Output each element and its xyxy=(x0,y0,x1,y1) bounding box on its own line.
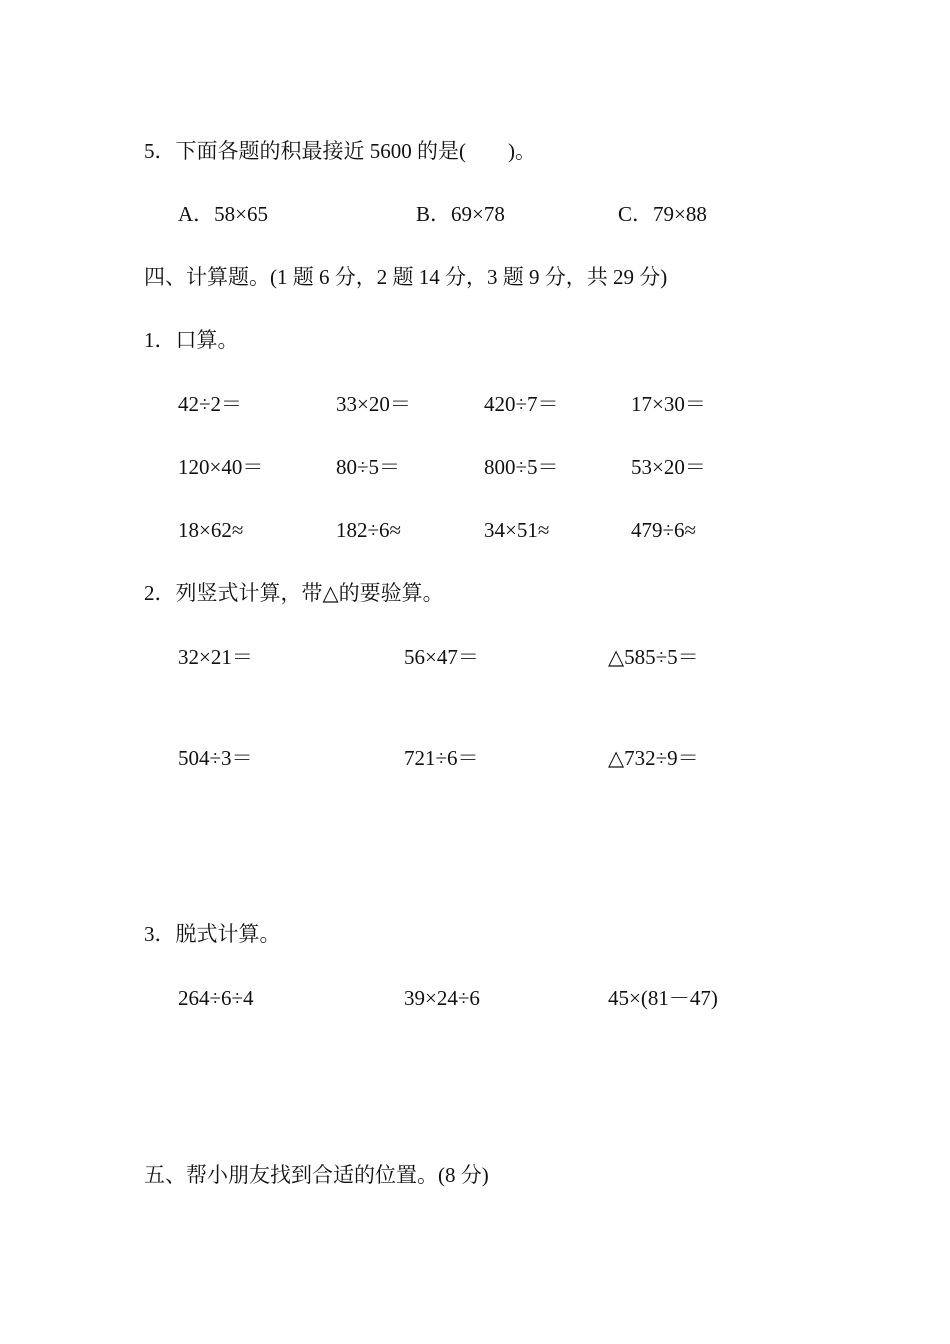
vertical-calc-item: 56×47＝ xyxy=(404,645,479,669)
mental-math-item: 182÷6≈ xyxy=(336,518,402,542)
option-c: C．79×88 xyxy=(618,202,707,226)
mental-math-item: 800÷5＝ xyxy=(484,455,559,479)
section-5-heading: 五、帮小朋友找到合适的位置。(8 分) xyxy=(144,1163,489,1187)
mental-math-item: 53×20＝ xyxy=(631,455,706,479)
mental-math-item: 34×51≈ xyxy=(484,518,550,542)
vertical-calc-item: 721÷6＝ xyxy=(404,746,479,770)
option-b: B．69×78 xyxy=(416,202,505,226)
option-a: A．58×65 xyxy=(178,202,269,226)
mental-math-item: 420÷7＝ xyxy=(484,392,559,416)
mental-math-item: 120×40＝ xyxy=(178,455,264,479)
vertical-calc-item: 504÷3＝ xyxy=(178,746,253,770)
mental-math-item: 17×30＝ xyxy=(631,392,706,416)
step-calc-heading: 3．脱式计算。 xyxy=(144,922,281,946)
section-4-heading: 四、计算题。(1 题 6 分，2 题 14 分，3 题 9 分，共 29 分) xyxy=(144,265,668,289)
mental-math-item: 42÷2＝ xyxy=(178,392,243,416)
mental-math-item: 33×20＝ xyxy=(336,392,411,416)
vertical-calc-heading: 2．列竖式计算，带△的要验算。 xyxy=(144,581,444,605)
question-5-text: 5．下面各题的积最接近 5600 的是( )。 xyxy=(144,139,536,163)
step-calc-item: 39×24÷6 xyxy=(404,986,480,1010)
step-calc-item: 45×(81－47) xyxy=(608,986,718,1010)
mental-math-item: 80÷5＝ xyxy=(336,455,401,479)
vertical-calc-item: 32×21＝ xyxy=(178,645,253,669)
mental-math-heading: 1．口算。 xyxy=(144,328,239,352)
vertical-calc-item: △585÷5＝ xyxy=(608,645,699,669)
mental-math-item: 18×62≈ xyxy=(178,518,244,542)
vertical-calc-item: △732÷9＝ xyxy=(608,746,699,770)
mental-math-item: 479÷6≈ xyxy=(631,518,697,542)
step-calc-item: 264÷6÷4 xyxy=(178,986,254,1010)
